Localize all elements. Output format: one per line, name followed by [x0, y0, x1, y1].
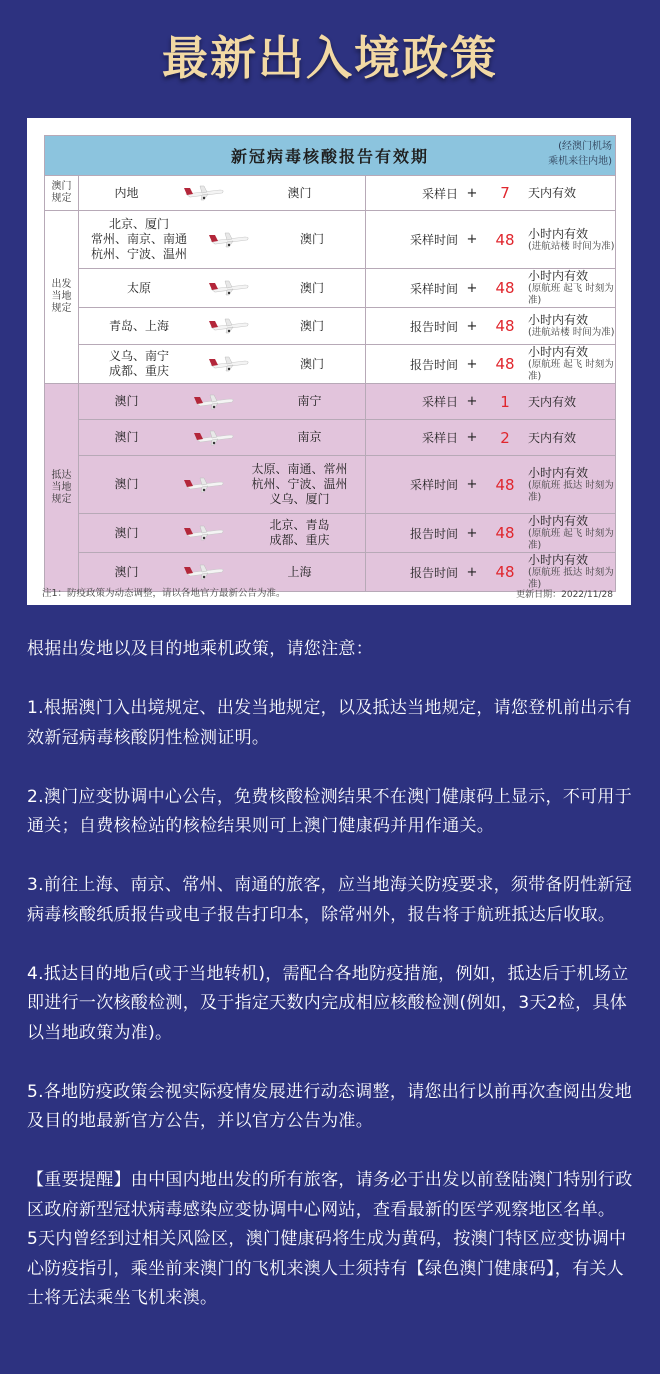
route-cell — [79, 456, 366, 514]
airplane-icon — [174, 184, 234, 202]
route-origin: 澳门 — [114, 477, 139, 491]
validity-cell — [366, 176, 616, 211]
table-row — [45, 269, 616, 308]
policy-card — [27, 118, 631, 605]
validity-number: 7 — [500, 184, 510, 202]
validity-cell — [366, 269, 616, 308]
route-cell — [79, 176, 366, 211]
table-row — [45, 384, 616, 420]
route-origin: 义乌、南宁 成都、重庆 — [108, 349, 169, 378]
validity-unit: 小时内有效 (进航站楼 时间为准) — [528, 226, 615, 252]
validity-unit: 小时内有效 (原航班 起飞 时刻为准) — [528, 514, 614, 551]
route-destination: 南京 — [297, 430, 322, 444]
validity-unit: 小时内有效 (原航班 抵达 时刻为准) — [528, 553, 614, 590]
table-row — [45, 211, 616, 269]
validity-number: 2 — [500, 428, 510, 447]
route-destination: 澳门 — [299, 318, 324, 333]
route-origin: 太原 — [126, 280, 151, 295]
validity-cell — [366, 211, 616, 269]
airplane-icon — [174, 429, 254, 447]
plus-sign: + — [466, 318, 478, 334]
plus-sign: + — [466, 477, 478, 492]
route-cell — [79, 514, 366, 553]
airplane-icon — [174, 476, 234, 494]
notice-intro: 根据出发地以及目的地乘机政策，请您注意： — [27, 639, 373, 659]
validity-number: 1 — [500, 392, 510, 411]
validity-cell — [366, 456, 616, 514]
validity-cell — [366, 345, 616, 384]
route-cell — [79, 269, 366, 308]
validity-unit: 小时内有效 (原航班 起飞 时刻为准) — [528, 269, 614, 306]
validity-unit: 小时内有效 (原航班 抵达 时刻为准) — [528, 465, 614, 503]
validity-number: 48 — [495, 524, 515, 542]
route-origin: 青岛、上海 — [108, 318, 169, 333]
validity-basis: 采样日 — [421, 186, 458, 201]
notice-item-3: 3.前往上海、南京、常州、南通的旅客，应当地海关防疫要求，须带备阴性新冠病毒核酸纸质报告或电子报告打印本，除常州外，报告将于航班抵达后收取。 — [27, 875, 633, 925]
validity-basis: 报告时间 — [409, 565, 458, 580]
route-destination: 太原、南通、常州 杭州、宁波、温州 义乌、厦门 — [251, 462, 348, 506]
notice-item-5: 5.各地防疫政策会视实际疫情发展进行动态调整，请您出行以前再次查阅出发地及目的地最新官方公告，并以官方公告为准。 — [27, 1081, 633, 1131]
route-origin: 澳门 — [114, 525, 139, 540]
route-destination: 上海 — [287, 564, 312, 579]
notice-text — [27, 635, 637, 1314]
header-note-line: 乘机来往内地) — [548, 156, 613, 167]
validity-number: 48 — [495, 355, 515, 373]
validity-cell — [366, 553, 616, 592]
route-cell — [79, 211, 366, 269]
plus-sign: + — [466, 280, 478, 296]
validity-cell — [366, 514, 616, 553]
validity-basis: 采样日 — [421, 395, 458, 409]
table-header-note — [548, 139, 612, 169]
plus-sign: + — [466, 430, 478, 445]
validity-basis: 采样时间 — [409, 233, 458, 247]
route-origin: 澳门 — [114, 394, 139, 408]
table-footnote: 注1：防疫政策为动态调整，请以各地官方最新公告为准。 — [42, 588, 286, 599]
airplane-icon — [174, 393, 254, 411]
validity-basis: 采样时间 — [409, 478, 458, 492]
table-row — [45, 345, 616, 384]
validity-unit: 小时内有效 (进航站楼 时间为准) — [528, 313, 615, 338]
important-reminder: 【重要提醒】由中国内地出发的所有旅客，请务必于出发以前登陆澳门特别行政区政府新型冠状病毒感染应变协调中心网站，查看最新的医学观察地区名单。 — [27, 1170, 633, 1220]
validity-unit: 天内有效 — [528, 186, 577, 200]
notice-item-1: 1.根据澳门入出境规定、出发当地规定，以及抵达当地规定，请您登机前出示有效新冠病毒核酸阴性检测证明。 — [27, 698, 633, 748]
route-destination: 南宁 — [297, 394, 322, 408]
route-destination: 澳门 — [299, 280, 324, 295]
validity-table — [44, 135, 616, 592]
table-title: 新冠病毒核酸报告有效期 — [231, 147, 430, 166]
validity-basis: 报告时间 — [409, 319, 458, 334]
validity-cell — [366, 384, 616, 420]
route-origin: 内地 — [114, 185, 139, 200]
table-row — [45, 514, 616, 553]
route-destination: 澳门 — [299, 356, 324, 371]
table-row — [45, 456, 616, 514]
airplane-icon — [174, 524, 234, 542]
header-note-line: (经澳门机场 — [558, 141, 613, 152]
validity-number: 48 — [495, 230, 515, 249]
plus-sign: + — [466, 525, 478, 541]
route-cell — [79, 420, 366, 456]
route-origin: 澳门 — [114, 564, 139, 579]
table-row — [45, 176, 616, 211]
route-destination: 澳门 — [287, 185, 312, 200]
airplane-icon — [199, 355, 259, 373]
airplane-icon — [174, 563, 234, 581]
validity-unit: 小时内有效 (原航班 起飞 时刻为准) — [528, 345, 614, 382]
route-origin: 北京、厦门 常州、南京、南通 杭州、宁波、温州 — [90, 217, 187, 261]
group-label-arrival: 抵达 当地 规定 — [45, 384, 79, 592]
plus-sign: + — [466, 356, 478, 372]
airplane-icon — [199, 231, 259, 249]
validity-unit: 天内有效 — [528, 394, 577, 409]
table-header — [45, 136, 616, 176]
validity-basis: 采样时间 — [409, 281, 458, 296]
table-row — [45, 308, 616, 345]
validity-number: 48 — [495, 279, 515, 297]
plus-sign: + — [466, 185, 478, 201]
plus-sign: + — [466, 394, 478, 409]
route-destination: 澳门 — [299, 232, 324, 246]
validity-cell — [366, 420, 616, 456]
validity-number: 48 — [495, 563, 515, 581]
route-cell — [79, 345, 366, 384]
validity-basis: 报告时间 — [409, 526, 458, 541]
notice-item-2: 2.澳门应变协调中心公告，免费核酸检测结果不在澳门健康码上显示，不可用于通关；自费核检站的核检结果则可上澳门健康码并用作通关。 — [27, 786, 633, 836]
validity-basis: 采样日 — [421, 431, 458, 445]
route-cell — [79, 308, 366, 345]
validity-cell — [366, 308, 616, 345]
health-code-notice: 5天内曾经到过相关风险区，澳门健康码将生成为黄码，按澳门特区应变协调中心防疫指引，乘坐前来澳门的飞机来澳人士须持有【绿色澳门健康码】，有关人士将无法乘坐飞机来澳。 — [27, 1229, 627, 1308]
plus-sign: + — [466, 564, 478, 580]
validity-number: 48 — [495, 317, 515, 335]
group-label-macau: 澳门 规定 — [45, 176, 79, 211]
airplane-icon — [199, 279, 259, 297]
table-row — [45, 420, 616, 456]
validity-basis: 报告时间 — [409, 357, 458, 372]
plus-sign: + — [466, 232, 478, 247]
route-origin: 澳门 — [114, 430, 139, 444]
validity-number: 48 — [495, 475, 515, 494]
notice-item-4: 4.抵达目的地后(或于当地转机)，需配合各地防疫措施，例如，抵达后于机场立即进行一次核酸检测，及于指定天数内完成相应核酸检测(例如，3天2检，具体以当地政策为准)。 — [27, 963, 629, 1043]
route-cell — [79, 384, 366, 420]
update-date: 更新日期：2022/11/28 — [516, 590, 613, 600]
group-label-departure: 出发 当地 规定 — [45, 211, 79, 384]
airplane-icon — [199, 317, 259, 335]
route-destination: 北京、青岛 成都、重庆 — [269, 518, 330, 547]
page-title: 最新出入境政策 — [162, 31, 498, 85]
validity-unit: 天内有效 — [528, 430, 577, 445]
